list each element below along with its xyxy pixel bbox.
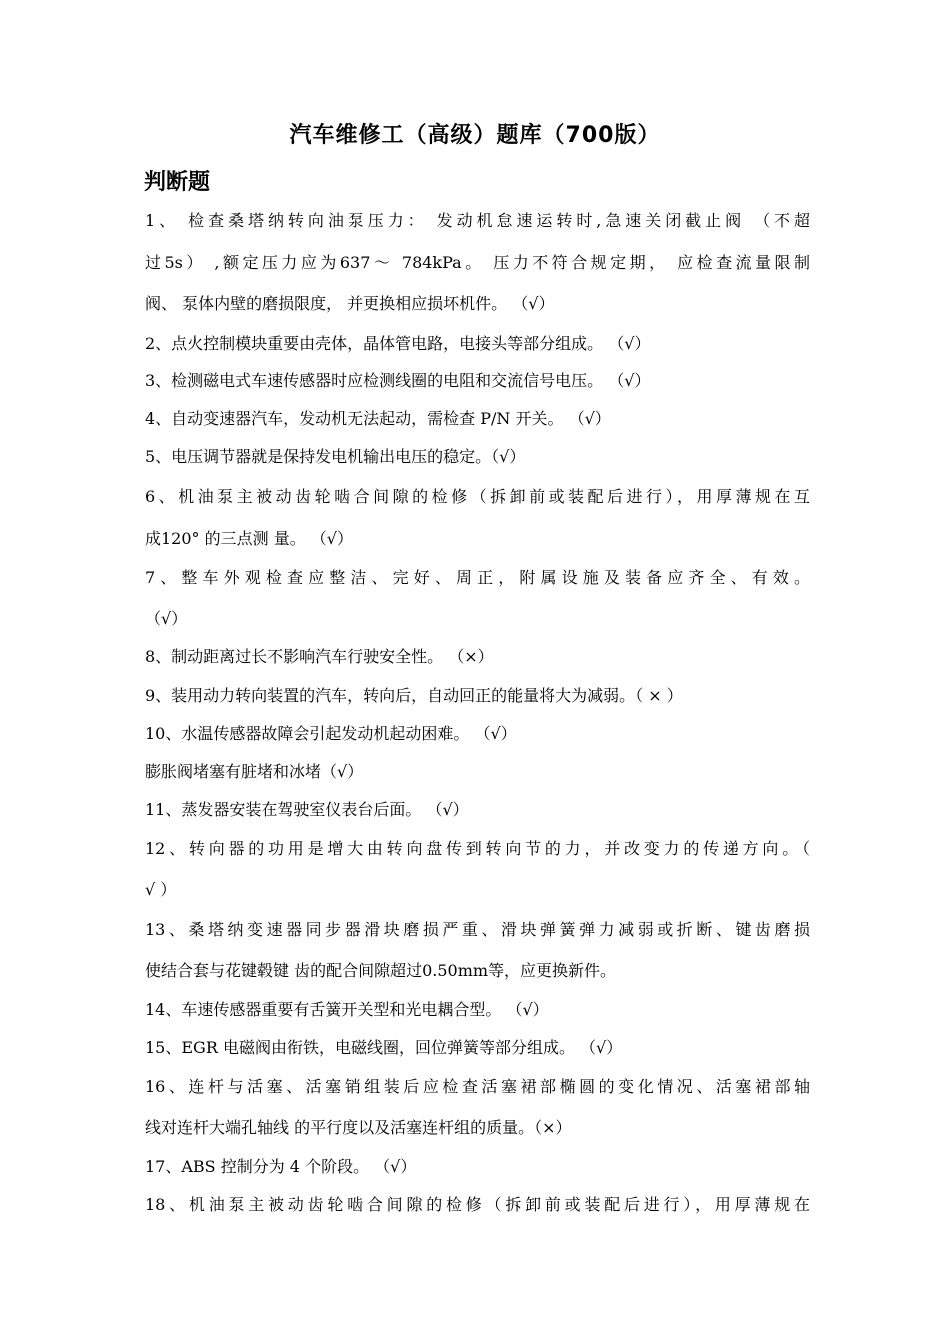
text-line: 膨胀阀堵塞有脏堵和冰堵（√）	[145, 762, 364, 781]
text-line: 阀、 泵体内壁的磨损限度， 并更换相应损坏机件。 （√）	[145, 294, 555, 313]
text-line: 过5s） ,额定压力应为637～ 784kPa。 压力不符合规定期， 应检查流量限制	[145, 253, 810, 272]
text-line: 2、点火控制模块重要由壳体，晶体管电路，电接头等部分组成。 （√）	[145, 334, 651, 353]
text-line: 1、 检查桑塔纳转向油泵压力： 发动机怠速运转时,急速关闭截止阀 （不超	[145, 211, 810, 230]
text-line: 线对连杆大端孔轴线 的平行度以及活塞连杆组的质量。（×）	[145, 1118, 572, 1137]
text-line: 18、机油泵主被动齿轮啮合间隙的检修（拆卸前或装配后进行），用厚薄规在	[145, 1195, 810, 1214]
text-line: 7、整车外观检查应整洁、完好、周正，附属设施及装备应齐全、有效。	[145, 568, 810, 587]
text-line: 成120° 的三点测 量。 （√）	[145, 529, 353, 548]
text-line: 8、制动距离过长不影响汽车行驶安全性。 （×）	[145, 647, 494, 666]
text-line: 16、连杆与活塞、活塞销组装后应检查活塞裙部椭圆的变化情况、活塞裙部轴	[145, 1077, 810, 1096]
text-line: 6、机油泵主被动齿轮啮合间隙的检修（拆卸前或装配后进行），用厚薄规在互	[145, 487, 810, 506]
text-line: 5、电压调节器就是保持发电机输出电压的稳定。（√）	[145, 447, 526, 466]
text-line: 17、ABS 控制分为 4 个阶段。 （√）	[145, 1157, 417, 1176]
section-heading: 判断题	[144, 170, 211, 195]
text-line: 13、桑塔纳变速器同步器滑块磨损严重、滑块弹簧弹力减弱或折断、键齿磨损	[145, 920, 810, 939]
text-line: √ ）	[145, 880, 177, 899]
text-line: 3、检测磁电式车速传感器时应检测线圈的电阻和交流信号电压。 （√）	[145, 371, 651, 390]
text-line: 9、装用动力转向装置的汽车，转向后，自动回正的能量将大为减弱。（ × ）	[145, 686, 683, 705]
text-line: 使结合套与花键毂键 齿的配合间隙超过0.50mm等，应更换新件。	[145, 961, 617, 980]
text-line: 11、蒸发器安装在驾驶室仪表台后面。 （√）	[145, 800, 469, 819]
text-line: 14、车速传感器重要有舌簧开关型和光电耦合型。 （√）	[145, 1000, 549, 1019]
text-line: 15、EGR 电磁阀由衔铁，电磁线圈，回位弹簧等部分组成。 （√）	[145, 1038, 623, 1057]
text-line: （√）	[145, 609, 188, 628]
document-title: 汽车维修工（高级）题库（700版）	[289, 123, 661, 148]
text-line: 10、水温传感器故障会引起发动机起动困难。 （√）	[145, 724, 517, 743]
text-line: 4、自动变速器汽车，发动机无法起动，需检查 P/N 开关。 （√）	[145, 409, 611, 428]
text-line: 12、转向器的功用是增大由转向盘传到转向节的力，并改变力的传递方向。（	[145, 839, 810, 858]
